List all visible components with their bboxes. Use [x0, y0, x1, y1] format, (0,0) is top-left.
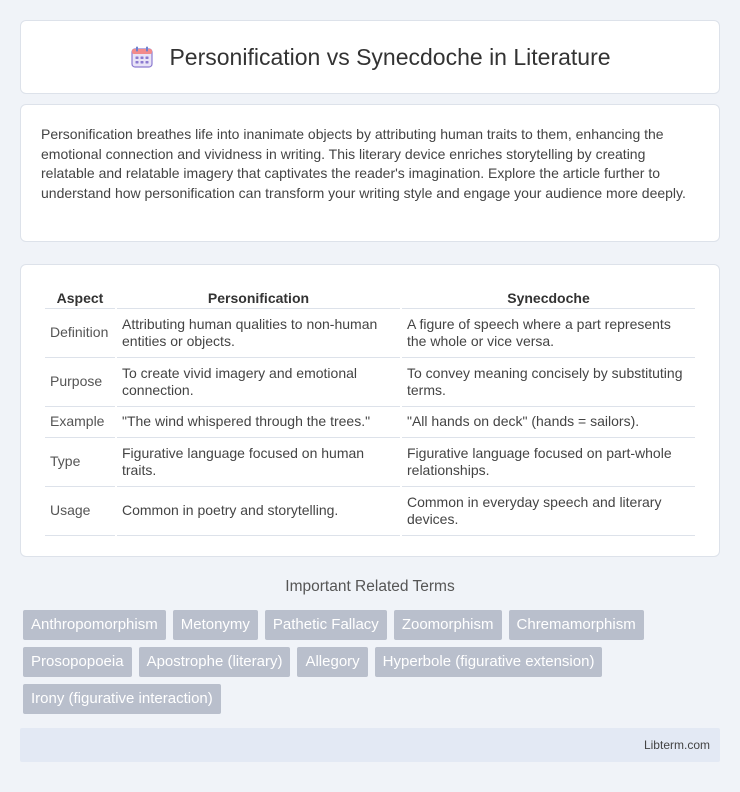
page-footer: [20, 728, 720, 762]
related-term-tag[interactable]: Apostrophe (literary): [139, 647, 291, 677]
table-cell: To convey meaning concisely by substituting terms.: [402, 358, 695, 407]
column-header: Personification: [117, 287, 400, 309]
table-cell: To create vivid imagery and emotional connection.: [117, 358, 400, 407]
table-cell: Figurative language focused on part-whole relationships.: [402, 438, 695, 487]
table-cell: A figure of speech where a part represents the whole or vice versa.: [402, 309, 695, 358]
table-cell: "The wind whispered through the trees.": [117, 407, 400, 438]
table-cell: Purpose: [45, 358, 115, 407]
intro-text: Personification breathes life into inanimate objects by attributing human traits to them, enhancing the emotional connection and vividness in writing. This literary device enriches storytelling by creating relatable and relatable imagery that captivates the reader's imagination. Explore the article further to understand how personification can transform your writing style and engage your audience more deeply.: [41, 126, 686, 201]
table-row: [45, 309, 695, 358]
calendar-icon: [129, 44, 155, 70]
site-link[interactable]: Libterm.com: [643, 738, 710, 752]
related-term-tag[interactable]: Irony (figurative interaction): [23, 684, 221, 714]
related-term-tag[interactable]: Pathetic Fallacy: [265, 610, 387, 640]
related-term-tag[interactable]: Hyperbole (figurative extension): [375, 647, 603, 677]
table-cell: Common in poetry and storytelling.: [117, 487, 400, 536]
comparison-card: [20, 264, 720, 557]
table-cell: Definition: [45, 309, 115, 358]
column-header: Synecdoche: [402, 287, 695, 309]
table-row: [45, 407, 695, 438]
table-row: [45, 438, 695, 487]
table-cell: Figurative language focused on human traits.: [117, 438, 400, 487]
related-terms-title: Important Related Terms: [285, 578, 455, 595]
table-cell: Type: [45, 438, 115, 487]
table-cell: Common in everyday speech and literary devices.: [402, 487, 695, 536]
related-term-tag[interactable]: Anthropomorphism: [23, 610, 166, 640]
related-term-tag[interactable]: Chremamorphism: [509, 610, 644, 640]
table-cell: Usage: [45, 487, 115, 536]
column-header: Aspect: [45, 287, 115, 309]
related-term-tag[interactable]: Metonymy: [173, 610, 258, 640]
table-cell: Attributing human qualities to non-human entities or objects.: [117, 309, 400, 358]
page-title: Personification vs Synecdoche in Literature: [169, 43, 611, 70]
table-cell: "All hands on deck" (hands = sailors).: [402, 407, 695, 438]
page-header: [20, 20, 720, 94]
table-row: [45, 358, 695, 407]
table-header-row: [45, 287, 695, 309]
related-term-tag[interactable]: Allegory: [297, 647, 367, 677]
intro-card: [20, 104, 720, 242]
comparison-table: [43, 287, 697, 536]
related-terms-list: [23, 610, 703, 714]
related-term-tag[interactable]: Prosopopoeia: [23, 647, 132, 677]
related-term-tag[interactable]: Zoomorphism: [394, 610, 502, 640]
table-row: [45, 487, 695, 536]
table-cell: Example: [45, 407, 115, 438]
